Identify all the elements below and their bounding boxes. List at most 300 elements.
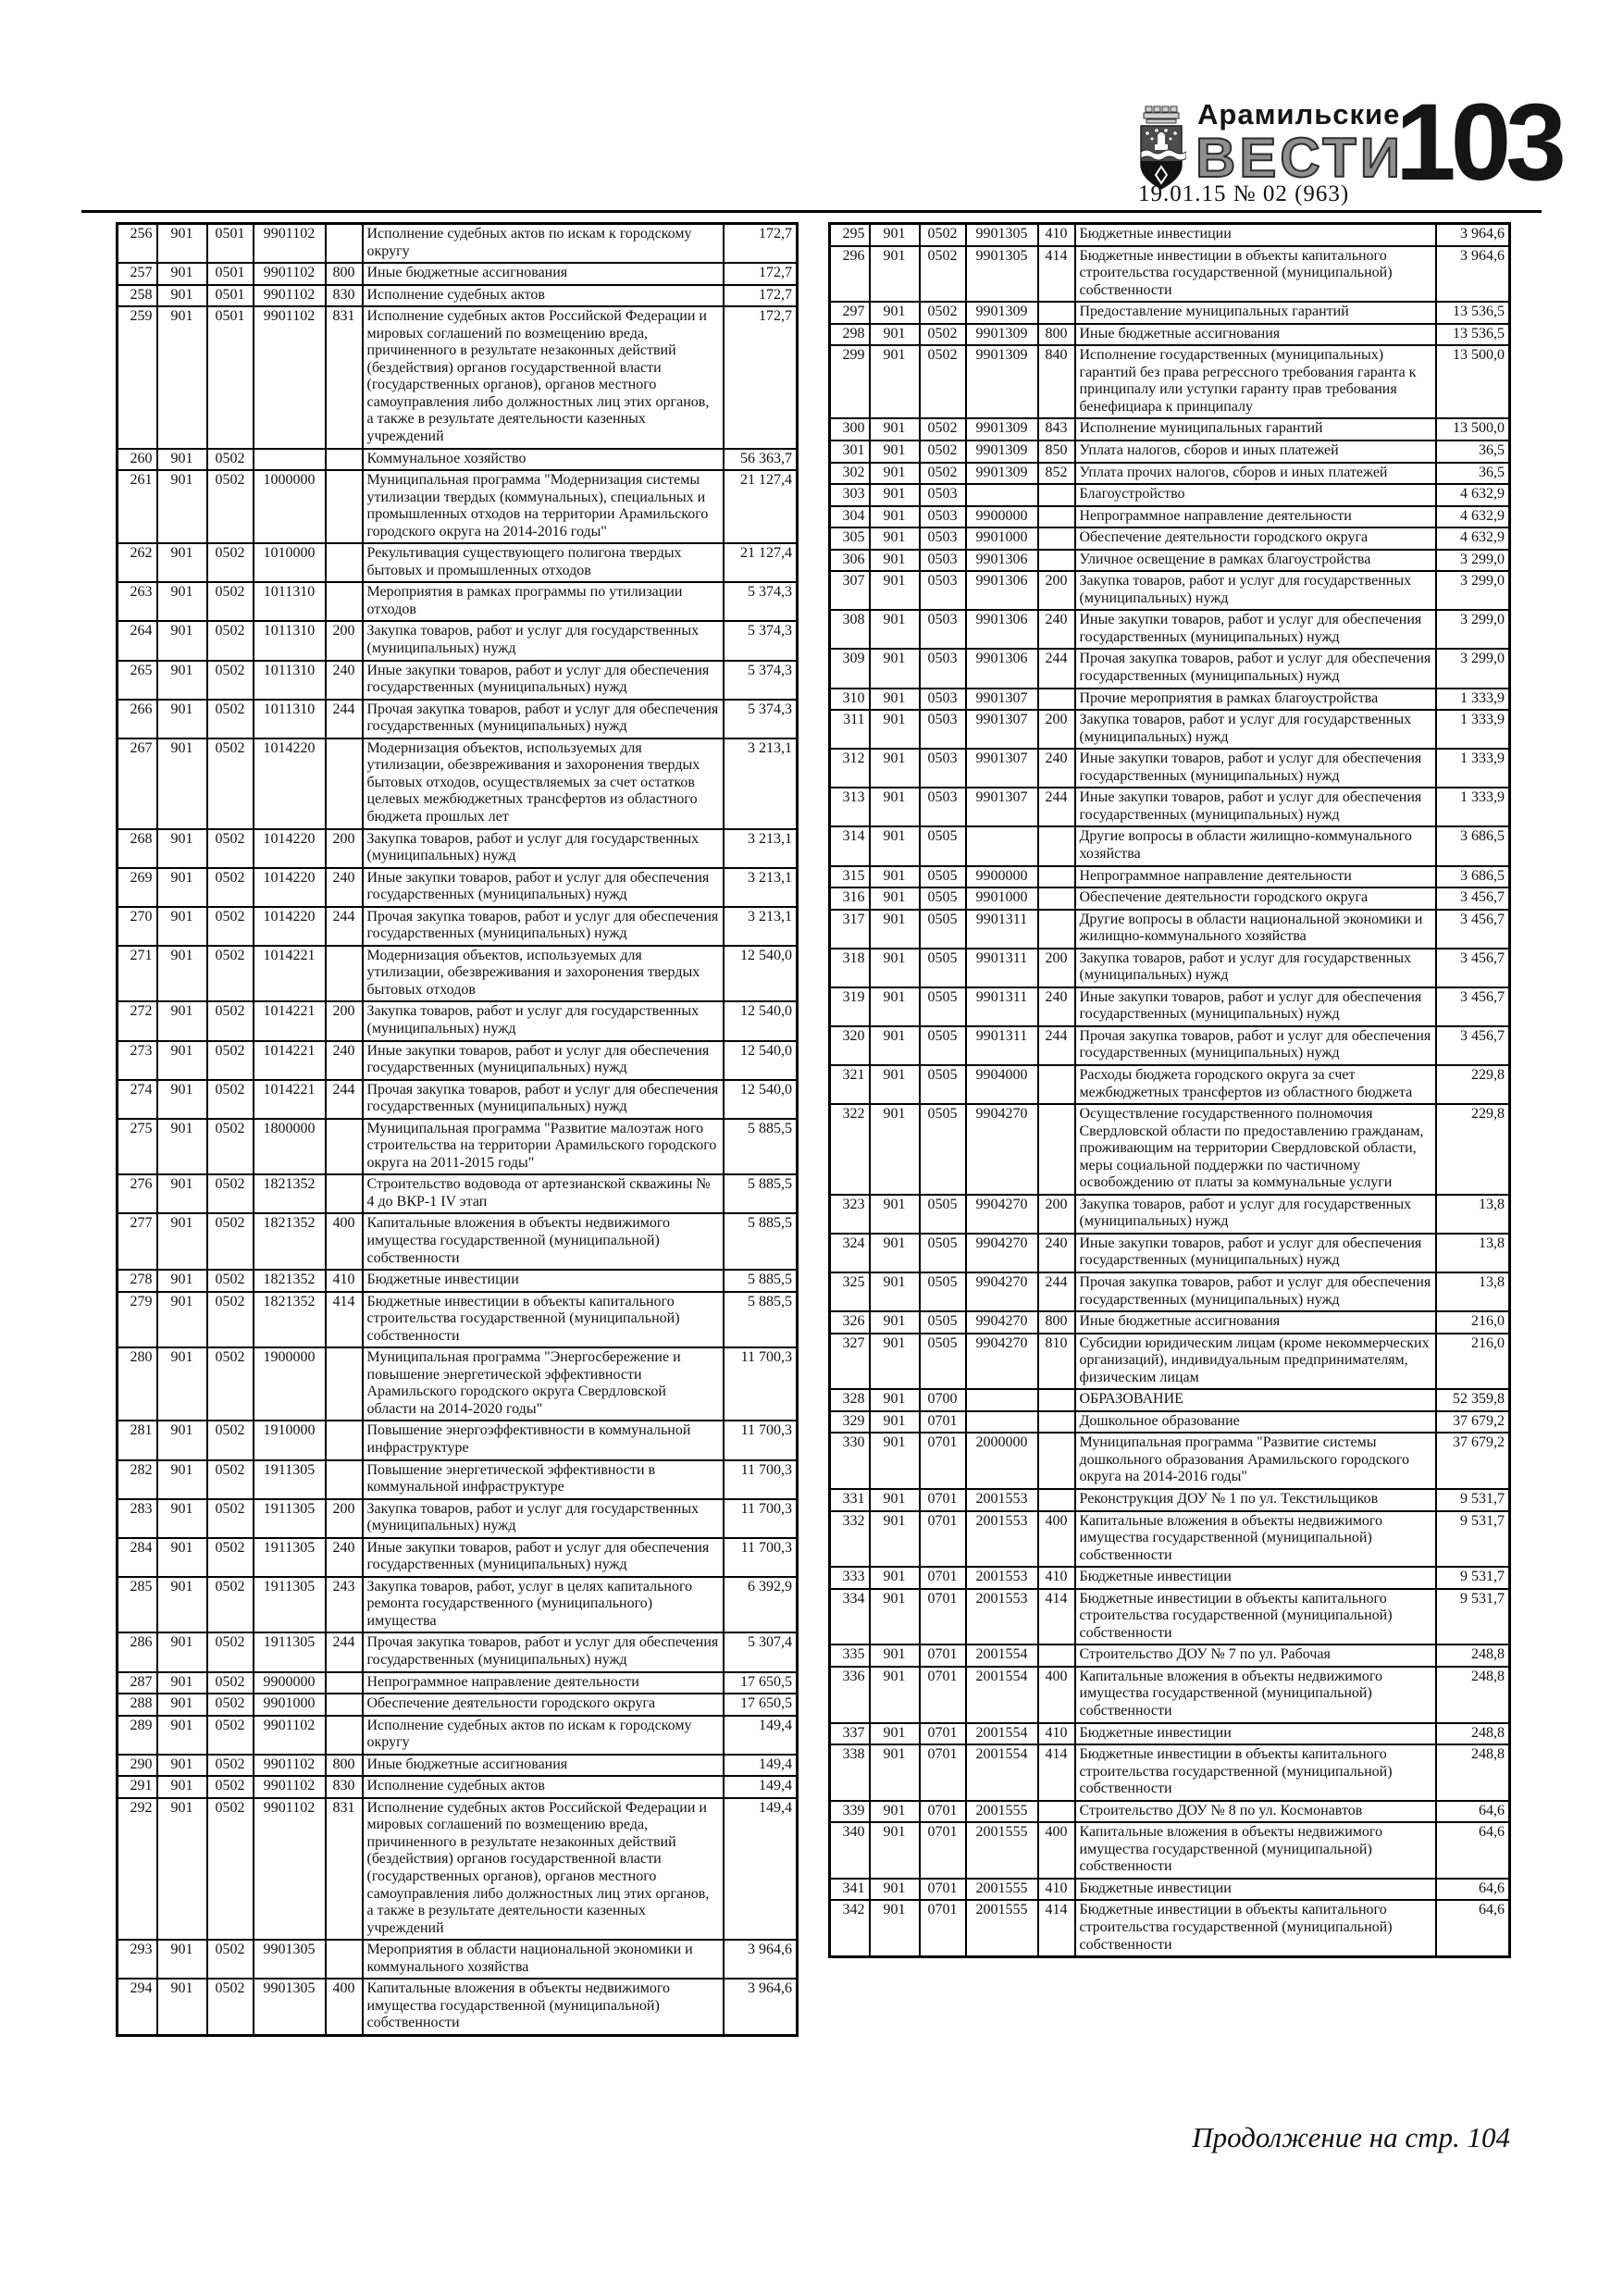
main-code-cell: 901 bbox=[870, 571, 920, 610]
amount-cell: 11 700,3 bbox=[724, 1538, 798, 1577]
expense-type-cell: 243 bbox=[326, 1577, 363, 1633]
table-row bbox=[830, 1801, 1510, 1823]
main-code-cell: 901 bbox=[157, 543, 207, 582]
row-number-cell: 288 bbox=[118, 1694, 157, 1716]
amount-cell: 13,8 bbox=[1436, 1272, 1510, 1311]
table-row bbox=[118, 1755, 798, 1777]
table-row bbox=[830, 224, 1510, 246]
target-article-cell bbox=[966, 826, 1038, 865]
section-code-cell: 0502 bbox=[207, 1499, 254, 1538]
expense-type-cell bbox=[1038, 1433, 1075, 1489]
amount-cell: 11 700,3 bbox=[724, 1347, 798, 1421]
description-cell: Бюджетные инвестиции в объекты капитального строительства государственной (муниципальной) собственности bbox=[1075, 246, 1436, 303]
target-article-cell: 9901309 bbox=[966, 441, 1038, 463]
table-row bbox=[118, 470, 798, 543]
amount-cell: 3 299,0 bbox=[1436, 571, 1510, 610]
section-code-cell: 0700 bbox=[920, 1389, 966, 1411]
section-code-cell: 0502 bbox=[207, 582, 254, 621]
row-number-cell: 270 bbox=[118, 907, 157, 946]
expense-type-cell: 800 bbox=[326, 1755, 363, 1777]
target-article-cell: 9901309 bbox=[966, 302, 1038, 324]
row-number-cell: 266 bbox=[118, 700, 157, 738]
target-article-cell: 1014220 bbox=[254, 868, 326, 907]
target-article-cell: 1800000 bbox=[254, 1119, 326, 1175]
target-article-cell: 9901311 bbox=[966, 987, 1038, 1026]
expense-type-cell: 414 bbox=[1038, 246, 1075, 303]
table-row bbox=[118, 1694, 798, 1716]
table-row bbox=[830, 345, 1510, 418]
table-row bbox=[118, 1979, 798, 2035]
amount-cell: 5 307,4 bbox=[724, 1632, 798, 1671]
target-article-cell: 2001554 bbox=[966, 1723, 1038, 1745]
main-code-cell: 901 bbox=[870, 1511, 920, 1568]
description-cell: Обеспечение деятельности городского округа bbox=[1075, 887, 1436, 910]
expense-type-cell: 410 bbox=[1038, 1723, 1075, 1745]
expense-type-cell: 410 bbox=[326, 1270, 363, 1292]
description-cell: Иные бюджетные ассигнования bbox=[1075, 324, 1436, 346]
row-number-cell: 335 bbox=[830, 1644, 870, 1667]
table-row bbox=[830, 506, 1510, 528]
description-cell: Исполнение судебных актов Российской Федерации и мировых соглашений по возмещению вреда, причиненного в результате незаконных действий (бездействия) органов государственной власти (государственных органов), органов местного самоуправления либо должностных лиц этих органов, а также в результате деятельности казенных учреждений bbox=[363, 306, 724, 448]
description-cell: Иные закупки товаров, работ и услуг для обеспечения государственных (муниципальных) нужд bbox=[1075, 987, 1436, 1026]
row-number-cell: 257 bbox=[118, 263, 157, 285]
target-article-cell: 9901306 bbox=[966, 610, 1038, 649]
main-code-cell: 901 bbox=[157, 829, 207, 868]
amount-cell: 12 540,0 bbox=[724, 1080, 798, 1119]
table-row bbox=[830, 550, 1510, 572]
section-code-cell: 0701 bbox=[920, 1567, 966, 1589]
description-cell: Обеспечение деятельности городского округа bbox=[1075, 527, 1436, 550]
row-number-cell: 326 bbox=[830, 1311, 870, 1334]
section-code-cell: 0502 bbox=[920, 441, 966, 463]
row-number-cell: 273 bbox=[118, 1041, 157, 1080]
section-code-cell: 0505 bbox=[920, 1334, 966, 1390]
expense-type-cell bbox=[1038, 1801, 1075, 1823]
description-cell: Муниципальная программа "Модернизация системы утилизации твердых (коммунальных), специальных и промышленных отходов на территории Арамильского городского округа на 2014-2016 годы" bbox=[363, 470, 724, 543]
row-number-cell: 278 bbox=[118, 1270, 157, 1292]
main-code-cell: 901 bbox=[870, 1744, 920, 1801]
table-row bbox=[830, 527, 1510, 550]
table-row bbox=[118, 868, 798, 907]
table-row bbox=[118, 1347, 798, 1421]
section-code-cell: 0502 bbox=[207, 700, 254, 738]
row-number-cell: 262 bbox=[118, 543, 157, 582]
target-article-cell: 9901311 bbox=[966, 1026, 1038, 1065]
expense-type-cell bbox=[326, 470, 363, 543]
description-cell: Мероприятия в области национальной экономики и коммунального хозяйства bbox=[363, 1940, 724, 1979]
main-code-cell: 901 bbox=[870, 527, 920, 550]
table-row bbox=[830, 1667, 1510, 1723]
amount-cell: 36,5 bbox=[1436, 441, 1510, 463]
target-article-cell bbox=[966, 1389, 1038, 1411]
section-code-cell: 0502 bbox=[207, 1940, 254, 1979]
target-article-cell: 9901307 bbox=[966, 788, 1038, 826]
amount-cell: 172,7 bbox=[724, 224, 798, 264]
row-number-cell: 293 bbox=[118, 1940, 157, 1979]
target-article-cell: 9901307 bbox=[966, 710, 1038, 749]
target-article-cell: 9901311 bbox=[966, 910, 1038, 949]
expense-type-cell bbox=[1038, 1104, 1075, 1195]
expense-type-cell bbox=[1038, 527, 1075, 550]
target-article-cell: 1911305 bbox=[254, 1577, 326, 1633]
section-code-cell: 0502 bbox=[207, 1776, 254, 1798]
target-article-cell: 2001553 bbox=[966, 1489, 1038, 1511]
target-article-cell: 9901000 bbox=[254, 1694, 326, 1716]
amount-cell: 5 885,5 bbox=[724, 1292, 798, 1348]
row-number-cell: 256 bbox=[118, 224, 157, 264]
section-code-cell: 0502 bbox=[920, 418, 966, 441]
main-code-cell: 901 bbox=[157, 1213, 207, 1270]
description-cell: Уличное освещение в рамках благоустройства bbox=[1075, 550, 1436, 572]
target-article-cell: 1910000 bbox=[254, 1421, 326, 1459]
amount-cell: 1 333,9 bbox=[1436, 749, 1510, 788]
amount-cell: 5 374,3 bbox=[724, 621, 798, 660]
target-article-cell: 1821352 bbox=[254, 1174, 326, 1213]
row-number-cell: 274 bbox=[118, 1080, 157, 1119]
section-code-cell: 0503 bbox=[920, 749, 966, 788]
table-row bbox=[118, 1080, 798, 1119]
target-article-cell: 9901305 bbox=[966, 246, 1038, 303]
amount-cell: 5 374,3 bbox=[724, 582, 798, 621]
row-number-cell: 336 bbox=[830, 1667, 870, 1723]
main-code-cell: 901 bbox=[870, 441, 920, 463]
target-article-cell: 9900000 bbox=[966, 506, 1038, 528]
section-code-cell: 0701 bbox=[920, 1433, 966, 1489]
main-code-cell: 901 bbox=[870, 826, 920, 865]
amount-cell: 11 700,3 bbox=[724, 1421, 798, 1459]
expense-type-cell bbox=[1038, 826, 1075, 865]
description-cell: Другие вопросы в области национальной экономики и жилищно-коммунального хозяйства bbox=[1075, 910, 1436, 949]
description-cell: Исполнение муниципальных гарантий bbox=[1075, 418, 1436, 441]
amount-cell: 3 456,7 bbox=[1436, 910, 1510, 949]
budget-table-right bbox=[828, 222, 1511, 1958]
description-cell: Прочая закупка товаров, работ и услуг для обеспечения государственных (муниципальных) нужд bbox=[1075, 1026, 1436, 1065]
target-article-cell: 1900000 bbox=[254, 1347, 326, 1421]
expense-type-cell bbox=[326, 224, 363, 264]
expense-type-cell: 240 bbox=[326, 661, 363, 700]
section-code-cell: 0701 bbox=[920, 1723, 966, 1745]
table-row bbox=[830, 788, 1510, 826]
target-article-cell: 9901102 bbox=[254, 1776, 326, 1798]
target-article-cell: 9904000 bbox=[966, 1065, 1038, 1104]
table-row bbox=[118, 1001, 798, 1040]
description-cell: Мероприятия в рамках программы по утилизации отходов bbox=[363, 582, 724, 621]
description-cell: Бюджетные инвестиции в объекты капитального строительства государственной (муниципальной) собственности bbox=[1075, 1589, 1436, 1645]
description-cell: Прочая закупка товаров, работ и услуг для обеспечения государственных (муниципальных) нужд bbox=[1075, 649, 1436, 688]
description-cell: Закупка товаров, работ и услуг для государственных (муниципальных) нужд bbox=[1075, 949, 1436, 987]
amount-cell: 3 213,1 bbox=[724, 829, 798, 868]
expense-type-cell bbox=[326, 738, 363, 829]
main-code-cell: 901 bbox=[157, 1001, 207, 1040]
expense-type-cell bbox=[326, 449, 363, 471]
section-code-cell: 0502 bbox=[207, 1041, 254, 1080]
amount-cell: 172,7 bbox=[724, 285, 798, 307]
description-cell: Закупка товаров, работ и услуг для государственных (муниципальных) нужд bbox=[1075, 1195, 1436, 1234]
main-code-cell: 901 bbox=[870, 506, 920, 528]
expense-type-cell: 830 bbox=[326, 1776, 363, 1798]
amount-cell: 64,6 bbox=[1436, 1879, 1510, 1901]
description-cell: Иные бюджетные ассигнования bbox=[363, 263, 724, 285]
expense-type-cell bbox=[326, 1421, 363, 1459]
target-article-cell: 9901309 bbox=[966, 324, 1038, 346]
row-number-cell: 258 bbox=[118, 285, 157, 307]
row-number-cell: 259 bbox=[118, 306, 157, 448]
section-code-cell: 0502 bbox=[207, 1080, 254, 1119]
section-code-cell: 0501 bbox=[207, 285, 254, 307]
expense-type-cell bbox=[326, 543, 363, 582]
amount-cell: 1 333,9 bbox=[1436, 788, 1510, 826]
description-cell: Капитальные вложения в объекты недвижимого имущества государственной (муниципальной) собственности bbox=[1075, 1511, 1436, 1568]
target-article-cell: 9901102 bbox=[254, 285, 326, 307]
row-number-cell: 313 bbox=[830, 788, 870, 826]
row-number-cell: 277 bbox=[118, 1213, 157, 1270]
target-article-cell: 9901307 bbox=[966, 689, 1038, 711]
main-code-cell: 901 bbox=[870, 949, 920, 987]
description-cell: Исполнение судебных актов по искам к городскому округу bbox=[363, 1716, 724, 1755]
section-code-cell: 0502 bbox=[207, 1632, 254, 1671]
section-code-cell: 0502 bbox=[920, 324, 966, 346]
table-row bbox=[118, 661, 798, 700]
table-row bbox=[118, 1270, 798, 1292]
amount-cell: 3 456,7 bbox=[1436, 887, 1510, 910]
expense-type-cell: 400 bbox=[1038, 1667, 1075, 1723]
description-cell: Иные закупки товаров, работ и услуг для обеспечения государственных (муниципальных) нужд bbox=[363, 1041, 724, 1080]
description-cell: Бюджетные инвестиции в объекты капитального строительства государственной (муниципальной) собственности bbox=[363, 1292, 724, 1348]
table-row bbox=[118, 306, 798, 448]
main-code-cell: 901 bbox=[870, 987, 920, 1026]
table-row bbox=[830, 1234, 1510, 1272]
main-code-cell: 901 bbox=[157, 868, 207, 907]
section-code-cell: 0701 bbox=[920, 1411, 966, 1433]
row-number-cell: 291 bbox=[118, 1776, 157, 1798]
row-number-cell: 331 bbox=[830, 1489, 870, 1511]
amount-cell: 3 213,1 bbox=[724, 907, 798, 946]
description-cell: Дошкольное образование bbox=[1075, 1411, 1436, 1433]
table-row bbox=[830, 610, 1510, 649]
amount-cell: 36,5 bbox=[1436, 463, 1510, 485]
amount-cell: 3 299,0 bbox=[1436, 550, 1510, 572]
target-article-cell: 9901306 bbox=[966, 550, 1038, 572]
main-code-cell: 901 bbox=[157, 582, 207, 621]
expense-type-cell: 240 bbox=[326, 868, 363, 907]
expense-type-cell: 200 bbox=[326, 829, 363, 868]
table-row bbox=[118, 946, 798, 1002]
description-cell: Рекультивация существующего полигона твердых бытовых и промышленных отходов bbox=[363, 543, 724, 582]
target-article-cell: 1011310 bbox=[254, 621, 326, 660]
description-cell: Непрограммное направление деятельности bbox=[363, 1672, 724, 1694]
target-article-cell: 9904270 bbox=[966, 1272, 1038, 1311]
main-code-cell: 901 bbox=[157, 449, 207, 471]
row-number-cell: 276 bbox=[118, 1174, 157, 1213]
issue-date-line: 19.01.15 № 02 (963) bbox=[1138, 181, 1350, 206]
row-number-cell: 310 bbox=[830, 689, 870, 711]
table-row bbox=[830, 1511, 1510, 1568]
table-row bbox=[830, 1822, 1510, 1879]
description-cell: Бюджетные инвестиции bbox=[1075, 1567, 1436, 1589]
amount-cell: 56 363,7 bbox=[724, 449, 798, 471]
amount-cell: 4 632,9 bbox=[1436, 484, 1510, 506]
description-cell: Муниципальная программа "Развитие системы дошкольного образования Арамильского городского округа на 2014-2016 годы" bbox=[1075, 1433, 1436, 1489]
expense-type-cell: 244 bbox=[326, 907, 363, 946]
target-article-cell: 2001555 bbox=[966, 1879, 1038, 1901]
row-number-cell: 338 bbox=[830, 1744, 870, 1801]
expense-type-cell bbox=[326, 1716, 363, 1755]
table-row bbox=[118, 1460, 798, 1499]
amount-cell: 149,4 bbox=[724, 1755, 798, 1777]
expense-type-cell: 852 bbox=[1038, 463, 1075, 485]
expense-type-cell: 244 bbox=[1038, 649, 1075, 688]
target-article-cell: 2001553 bbox=[966, 1567, 1038, 1589]
row-number-cell: 299 bbox=[830, 345, 870, 418]
description-cell: Закупка товаров, работ, услуг в целях капитального ремонта государственного (муниципального) имущества bbox=[363, 1577, 724, 1633]
section-code-cell: 0502 bbox=[207, 738, 254, 829]
expense-type-cell: 410 bbox=[1038, 1879, 1075, 1901]
row-number-cell: 300 bbox=[830, 418, 870, 441]
description-cell: Капитальные вложения в объекты недвижимого имущества государственной (муниципальной) собственности bbox=[1075, 1822, 1436, 1879]
amount-cell: 12 540,0 bbox=[724, 1041, 798, 1080]
description-cell: Повышение энергетической эффективности в коммунальной инфраструктуре bbox=[363, 1460, 724, 1499]
description-cell: Закупка товаров, работ и услуг для государственных (муниципальных) нужд bbox=[363, 1499, 724, 1538]
table-row bbox=[830, 987, 1510, 1026]
main-code-cell: 901 bbox=[870, 1026, 920, 1065]
main-code-cell: 901 bbox=[157, 621, 207, 660]
amount-cell: 17 650,5 bbox=[724, 1694, 798, 1716]
section-code-cell: 0503 bbox=[920, 610, 966, 649]
main-code-cell: 901 bbox=[870, 649, 920, 688]
row-number-cell: 298 bbox=[830, 324, 870, 346]
table-row bbox=[118, 1119, 798, 1175]
table-row bbox=[118, 1174, 798, 1213]
row-number-cell: 283 bbox=[118, 1499, 157, 1538]
section-code-cell: 0505 bbox=[920, 1195, 966, 1234]
target-article-cell: 9901102 bbox=[254, 1798, 326, 1940]
target-article-cell: 1014221 bbox=[254, 1041, 326, 1080]
main-code-cell: 901 bbox=[157, 1119, 207, 1175]
expense-type-cell bbox=[1038, 302, 1075, 324]
target-article-cell bbox=[966, 484, 1038, 506]
table-row bbox=[118, 1632, 798, 1671]
expense-type-cell: 400 bbox=[1038, 1822, 1075, 1879]
newspaper-name-top: Арамильские bbox=[1197, 98, 1401, 130]
row-number-cell: 285 bbox=[118, 1577, 157, 1633]
main-code-cell: 901 bbox=[157, 661, 207, 700]
amount-cell: 4 632,9 bbox=[1436, 506, 1510, 528]
table-row bbox=[830, 710, 1510, 749]
row-number-cell: 269 bbox=[118, 868, 157, 907]
expense-type-cell bbox=[1038, 866, 1075, 888]
main-code-cell: 901 bbox=[870, 1667, 920, 1723]
section-code-cell: 0505 bbox=[920, 1272, 966, 1311]
expense-type-cell bbox=[326, 1119, 363, 1175]
target-article-cell: 9901305 bbox=[254, 1979, 326, 2035]
amount-cell: 13,8 bbox=[1436, 1234, 1510, 1272]
row-number-cell: 265 bbox=[118, 661, 157, 700]
target-article-cell: 9901305 bbox=[254, 1940, 326, 1979]
expense-type-cell: 244 bbox=[1038, 1026, 1075, 1065]
expense-type-cell: 400 bbox=[1038, 1511, 1075, 1568]
amount-cell: 149,4 bbox=[724, 1776, 798, 1798]
table-row bbox=[118, 582, 798, 621]
target-article-cell: 9904270 bbox=[966, 1195, 1038, 1234]
table-row bbox=[118, 1940, 798, 1979]
table-row bbox=[830, 418, 1510, 441]
table-row bbox=[830, 1879, 1510, 1901]
description-cell: Строительство ДОУ № 7 по ул. Рабочая bbox=[1075, 1644, 1436, 1667]
description-cell: Исполнение судебных актов bbox=[363, 285, 724, 307]
section-code-cell: 0505 bbox=[920, 1104, 966, 1195]
masthead-divider bbox=[81, 210, 1542, 213]
expense-type-cell bbox=[1038, 1065, 1075, 1104]
amount-cell: 64,6 bbox=[1436, 1900, 1510, 1956]
expense-type-cell: 800 bbox=[326, 263, 363, 285]
table-row bbox=[830, 887, 1510, 910]
table-row bbox=[830, 571, 1510, 610]
main-code-cell: 901 bbox=[157, 263, 207, 285]
section-code-cell: 0501 bbox=[207, 224, 254, 264]
section-code-cell: 0502 bbox=[207, 1001, 254, 1040]
main-code-cell: 901 bbox=[157, 1041, 207, 1080]
amount-cell: 229,8 bbox=[1436, 1104, 1510, 1195]
table-row bbox=[118, 449, 798, 471]
section-code-cell: 0502 bbox=[207, 449, 254, 471]
target-article-cell: 9901102 bbox=[254, 263, 326, 285]
expense-type-cell: 400 bbox=[326, 1979, 363, 2035]
target-article-cell: 2000000 bbox=[966, 1433, 1038, 1489]
main-code-cell: 901 bbox=[157, 738, 207, 829]
table-row bbox=[830, 910, 1510, 949]
expense-type-cell bbox=[1038, 910, 1075, 949]
amount-cell: 3 686,5 bbox=[1436, 826, 1510, 865]
row-number-cell: 315 bbox=[830, 866, 870, 888]
table-row bbox=[830, 1489, 1510, 1511]
section-code-cell: 0505 bbox=[920, 887, 966, 910]
description-cell: Другие вопросы в области жилищно-коммунального хозяйства bbox=[1075, 826, 1436, 865]
main-code-cell: 901 bbox=[870, 1272, 920, 1311]
amount-cell: 37 679,2 bbox=[1436, 1411, 1510, 1433]
amount-cell: 64,6 bbox=[1436, 1801, 1510, 1823]
amount-cell: 3 299,0 bbox=[1436, 649, 1510, 688]
target-article-cell: 1014220 bbox=[254, 907, 326, 946]
expense-type-cell: 850 bbox=[1038, 441, 1075, 463]
expense-type-cell: 200 bbox=[1038, 1195, 1075, 1234]
description-cell: Реконструкция ДОУ № 1 по ул. Текстильщиков bbox=[1075, 1489, 1436, 1511]
table-row bbox=[830, 1644, 1510, 1667]
row-number-cell: 286 bbox=[118, 1632, 157, 1671]
table-row bbox=[830, 1744, 1510, 1801]
description-cell: Капитальные вложения в объекты недвижимого имущества государственной (муниципальной) собственности bbox=[363, 1979, 724, 2035]
main-code-cell: 901 bbox=[870, 1822, 920, 1879]
expense-type-cell: 240 bbox=[326, 1538, 363, 1577]
row-number-cell: 287 bbox=[118, 1672, 157, 1694]
table-row bbox=[830, 1411, 1510, 1433]
expense-type-cell: 240 bbox=[1038, 1234, 1075, 1272]
table-row bbox=[118, 543, 798, 582]
target-article-cell: 2001553 bbox=[966, 1589, 1038, 1645]
expense-type-cell bbox=[326, 1672, 363, 1694]
section-code-cell: 0503 bbox=[920, 484, 966, 506]
amount-cell: 3 213,1 bbox=[724, 868, 798, 907]
amount-cell: 52 359,8 bbox=[1436, 1389, 1510, 1411]
main-code-cell: 901 bbox=[157, 907, 207, 946]
main-code-cell: 901 bbox=[870, 1567, 920, 1589]
section-code-cell: 0502 bbox=[207, 621, 254, 660]
expense-type-cell: 240 bbox=[1038, 987, 1075, 1026]
description-cell: Иные закупки товаров, работ и услуг для обеспечения государственных (муниципальных) нужд bbox=[1075, 788, 1436, 826]
table-row bbox=[830, 246, 1510, 303]
amount-cell: 5 885,5 bbox=[724, 1270, 798, 1292]
row-number-cell: 271 bbox=[118, 946, 157, 1002]
description-cell: Благоустройство bbox=[1075, 484, 1436, 506]
